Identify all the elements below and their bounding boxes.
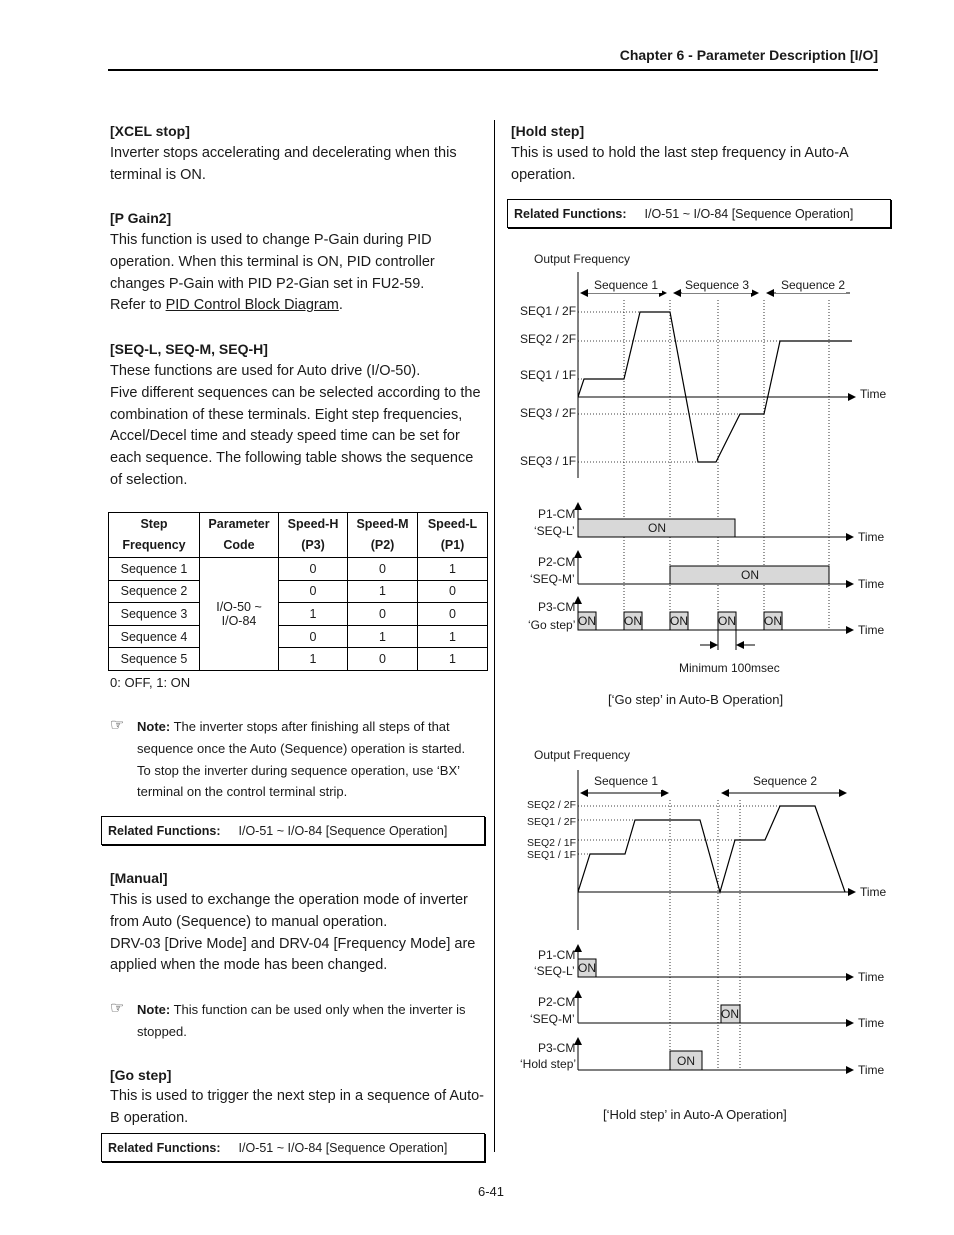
header-text: Speed-L: [427, 517, 478, 531]
on-label: ON: [764, 614, 782, 628]
related-label: Related Functions:: [108, 823, 221, 838]
manual-line: applied when the mode has been changed.: [110, 957, 388, 974]
seq-line: Accel/Decel time and steady speed time can be set for: [110, 428, 460, 445]
seq-line: Five different sequences can be selected according to the: [110, 384, 481, 401]
seq-heading: [SEQ-L, SEQ-M, SEQ-H]: [110, 341, 268, 357]
on-label: ON: [741, 568, 759, 582]
header-text: Frequency: [122, 538, 186, 552]
table-cell: 1: [348, 580, 418, 603]
p3-label: P3-CM: [538, 600, 576, 614]
note1-line: sequence once the Auto (Sequence) operation is started.: [137, 740, 466, 756]
table-cell: 0: [279, 625, 348, 648]
gostep-heading: [Go step]: [110, 1067, 172, 1083]
table-cell: Sequence 4: [109, 625, 200, 648]
header-text: (P2): [370, 538, 395, 552]
p3-label: P3-CM: [538, 1041, 576, 1055]
seq-line: combination of these terminals. Eight step frequencies,: [110, 406, 463, 423]
note-hand-icon: ☞: [110, 717, 125, 734]
time-label: Time: [858, 530, 885, 544]
on-label: ON: [670, 614, 688, 628]
related-text: I/O-51 ~ I/O-84 [Sequence Operation]: [238, 1140, 448, 1155]
hold-line: operation.: [511, 166, 576, 183]
manual-line: from Auto (Sequence) to manual operation.: [110, 913, 388, 930]
table-cell: 1: [279, 603, 348, 626]
level-label: SEQ1 / 1F: [520, 368, 577, 382]
pid-diagram-link[interactable]: PID Control Block Diagram: [165, 297, 339, 314]
table-cell: Sequence 5: [109, 648, 200, 671]
time-label: Time: [858, 623, 885, 637]
note-hand-icon: ☞: [110, 1000, 125, 1017]
p1-sub: ‘SEQ-L’: [534, 964, 575, 978]
on-label: ON: [578, 614, 596, 628]
table-cell: Sequence 1: [109, 558, 200, 581]
refer-suffix: .: [338, 297, 343, 314]
note1-line: terminal on the control terminal strip.: [137, 784, 348, 800]
header-text: Speed-H: [287, 517, 339, 531]
hold-step-timing-diagram: [520, 748, 887, 1122]
diagram-caption: [‘Go step’ in Auto-B Operation]: [608, 692, 784, 707]
table-cell: 0: [279, 580, 348, 603]
on-label: ON: [721, 1007, 739, 1021]
table-cell: 1: [418, 558, 488, 581]
page-number: 6-41: [478, 1184, 505, 1199]
related-text: I/O-51 ~ I/O-84 [Sequence Operation]: [238, 823, 448, 838]
p1-sub: ‘SEQ-L’: [534, 524, 575, 538]
gostep-line: B operation.: [110, 1109, 189, 1126]
pgain-line: This function is used to change P-Gain during PID: [110, 232, 432, 248]
output-frequency-label: Output Frequency: [534, 252, 631, 266]
p3-sub: ‘Hold step’: [520, 1057, 577, 1071]
min-100msec-label: Minimum 100msec: [679, 661, 780, 675]
manual-line: This is used to exchange the operation mode of inverter: [110, 892, 468, 908]
table-legend: 0: OFF, 1: ON: [110, 675, 191, 690]
note-text: The inverter stops after finishing all steps of that: [173, 719, 450, 734]
level-label: SEQ1 / 2F: [527, 816, 577, 828]
related-label: Related Functions:: [514, 206, 627, 221]
hold-line: This is used to hold the last step frequency in Auto-A: [511, 145, 849, 161]
on-label: ON: [624, 614, 642, 628]
xcel-line: terminal is ON.: [110, 166, 206, 183]
time-label: Time: [860, 387, 887, 401]
pgain-heading: [P Gain2]: [110, 210, 172, 226]
table-cell: Sequence 3: [109, 603, 200, 626]
table-cell: 0: [348, 648, 418, 671]
level-label: SEQ1 / 1F: [527, 849, 577, 861]
table-cell: Sequence 2: [109, 580, 200, 603]
note-text: This function can be used only when the inverter is: [173, 1002, 466, 1017]
header-text: Code: [223, 538, 255, 552]
refer-prefix: Refer to: [110, 297, 166, 314]
table-cell: 1: [348, 625, 418, 648]
level-label: SEQ3 / 1F: [520, 454, 577, 468]
p2-sub: ‘SEQ-M’: [530, 1012, 575, 1026]
frequency-curve: [578, 806, 845, 892]
time-label: Time: [858, 1063, 885, 1077]
time-label: Time: [858, 577, 885, 591]
p2-label: P2-CM: [538, 995, 576, 1009]
diagram-caption: [‘Hold step’ in Auto-A Operation]: [603, 1107, 787, 1122]
param-code-text: I/O-84: [221, 613, 257, 628]
output-frequency-label: Output Frequency: [534, 748, 631, 762]
page-header-title: Chapter 6 - Parameter Description [I/O]: [619, 47, 878, 63]
table-cell: 0: [279, 558, 348, 581]
sequence-label: Sequence 1: [594, 278, 659, 292]
time-label: Time: [860, 885, 887, 899]
p3-sub: ‘Go step’: [528, 618, 576, 632]
xcel-line: Inverter stops accelerating and decelerating when this: [110, 145, 457, 161]
level-label: SEQ1 / 2F: [520, 304, 577, 318]
time-label: Time: [858, 970, 885, 984]
on-label: ON: [718, 614, 736, 628]
header-text: Parameter: [208, 517, 270, 531]
related-label: Related Functions:: [108, 1140, 221, 1155]
table-cell: 1: [279, 648, 348, 671]
header-text: Speed-M: [356, 517, 409, 531]
table-cell: 0: [348, 558, 418, 581]
gostep-line: This is used to trigger the next step in a sequence of Auto-: [110, 1088, 484, 1104]
table-cell: 0: [418, 580, 488, 603]
level-label: SEQ2 / 2F: [520, 332, 577, 346]
sequence-label: Sequence 1: [594, 774, 659, 788]
seq-line: of selection.: [110, 471, 188, 488]
level-label: SEQ2 / 1F: [527, 837, 577, 849]
xcel-heading: [XCEL stop]: [110, 123, 190, 139]
pgain-line: changes P-Gain with PID P2-Gian set in FU2-59.: [110, 275, 425, 292]
note-label: Note:: [137, 1002, 171, 1017]
sequence-label: Sequence 2: [753, 774, 818, 788]
pgain-line: operation. When this terminal is ON, PID controller: [110, 253, 435, 270]
level-label: SEQ3 / 2F: [520, 406, 577, 420]
sequence-label: Sequence 3: [685, 278, 750, 292]
table-cell: 0: [348, 603, 418, 626]
table-cell: 0: [418, 603, 488, 626]
manual-heading: [Manual]: [110, 870, 168, 886]
table-cell: 1: [418, 625, 488, 648]
p2-label: P2-CM: [538, 555, 576, 569]
table-cell: 1: [418, 648, 488, 671]
p1-label: P1-CM: [538, 948, 576, 962]
p1-label: P1-CM: [538, 507, 576, 521]
time-label: Time: [858, 1016, 885, 1030]
seq-line: each sequence. The following table shows the sequence: [110, 450, 474, 467]
on-label: ON: [648, 521, 666, 535]
sequence-label: Sequence 2: [781, 278, 846, 292]
level-label: SEQ2 / 2F: [527, 799, 577, 811]
p2-sub: ‘SEQ-M’: [530, 572, 575, 586]
manual-line: DRV-03 [Drive Mode] and DRV-04 [Frequency Mode] are: [110, 935, 476, 952]
on-label: ON: [578, 961, 596, 975]
seq-line: These functions are used for Auto drive (I/O-50).: [110, 363, 421, 379]
note1-line: To stop the inverter during sequence operation, use ‘BX’: [137, 762, 461, 778]
hold-heading: [Hold step]: [511, 123, 585, 139]
header-text: (P3): [301, 538, 325, 552]
header-text: Step: [140, 517, 168, 531]
frequency-curve: [578, 312, 852, 462]
note-label: Note:: [137, 719, 171, 734]
note2-line: stopped.: [137, 1023, 187, 1039]
param-code-text: I/O-50 ~: [216, 599, 262, 614]
header-text: (P1): [440, 538, 465, 552]
on-label: ON: [677, 1054, 695, 1068]
related-text: I/O-51 ~ I/O-84 [Sequence Operation]: [644, 206, 854, 221]
